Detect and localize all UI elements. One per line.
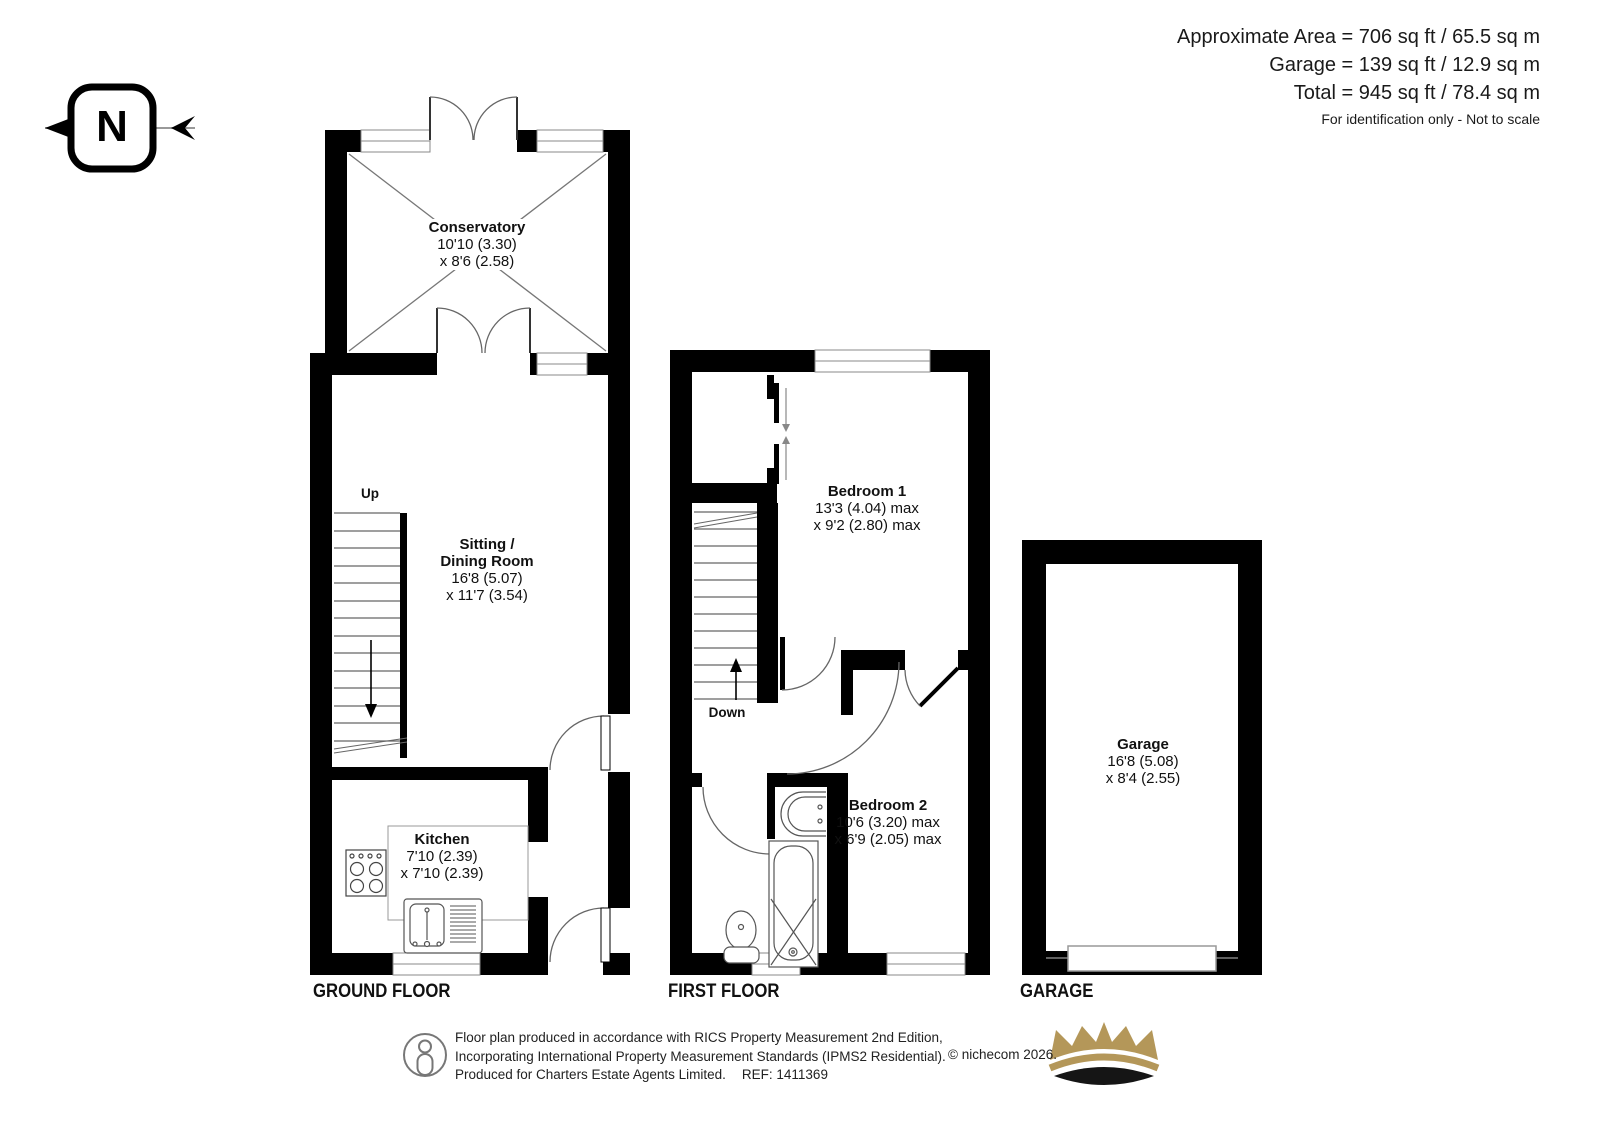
toilet-icon xyxy=(724,911,759,963)
door-bedroom2 xyxy=(905,668,958,706)
french-doors-exterior xyxy=(430,97,517,140)
disclaimer-line3 xyxy=(455,1066,995,1085)
first-floor-title: FIRST FLOOR xyxy=(668,981,780,1002)
door-bedroom1 xyxy=(780,637,835,690)
footer-disclaimer xyxy=(455,1029,995,1085)
room-label-bedroom1: Bedroom 1 13'3 (4.04) max x 9'2 (2.80) max xyxy=(813,483,921,534)
bath-icon xyxy=(769,841,818,967)
sliding-doors xyxy=(767,375,790,492)
door-sitting-to-hall xyxy=(550,716,610,770)
area-summary xyxy=(1040,23,1540,129)
staircase-down xyxy=(694,512,757,700)
approximate-area: Approximate Area = 706 sq ft / 65.5 sq m xyxy=(1177,26,1540,48)
ground-floor-title: GROUND FLOOR xyxy=(313,981,451,1002)
compass-label: N xyxy=(96,102,128,151)
total-area: Total = 945 sq ft / 78.4 sq m xyxy=(1293,82,1540,104)
stairs-down-label: Down xyxy=(708,705,746,720)
garage-door xyxy=(1046,946,1238,971)
french-doors-conservatory xyxy=(437,308,530,353)
window xyxy=(537,353,587,375)
garage-area: Garage = 139 sq ft / 12.9 sq m xyxy=(1269,54,1540,76)
door-bathroom xyxy=(703,787,775,854)
person-icon xyxy=(404,1034,446,1076)
crown-logo-icon xyxy=(1050,1022,1158,1085)
room-label-garage: Garage 16'8 (5.08) x 8'4 (2.55) xyxy=(1105,736,1181,787)
room-label-sitting-dining: Sitting / Dining Room 16'8 (5.07) x 11'7 (3.54) xyxy=(440,536,534,604)
produced-for: Produced for Charters Estate Agents Limited. xyxy=(455,1067,726,1082)
reference-number: REF: 1411369 xyxy=(741,1067,828,1082)
room-label-kitchen: Kitchen 7'10 (2.39) x 7'10 (2.39) xyxy=(400,831,484,882)
room-label-bedroom2: Bedroom 2 10'6 (3.20) max x 6'9 (2.05) max xyxy=(834,797,942,848)
front-door xyxy=(550,908,610,962)
scale-note: For identification only - Not to scale xyxy=(1321,111,1540,127)
stairs-up-label: Up xyxy=(361,486,379,501)
sink-icon xyxy=(404,899,482,953)
copyright: © nichecom 2026. xyxy=(948,1047,1058,1062)
disclaimer-line2: Incorporating International Property Measurement Standards (IPMS2 Residential). xyxy=(455,1048,946,1064)
garage-title: GARAGE xyxy=(1020,981,1094,1002)
window xyxy=(393,953,480,975)
window xyxy=(361,130,603,152)
room-label-conservatory: Conservatory 10'10 (3.30) x 8'6 (2.58) xyxy=(377,219,577,270)
disclaimer-line1: Floor plan produced in accordance with RICS Property Measurement 2nd Edition, xyxy=(455,1030,943,1045)
first-floor-plan xyxy=(670,350,990,975)
